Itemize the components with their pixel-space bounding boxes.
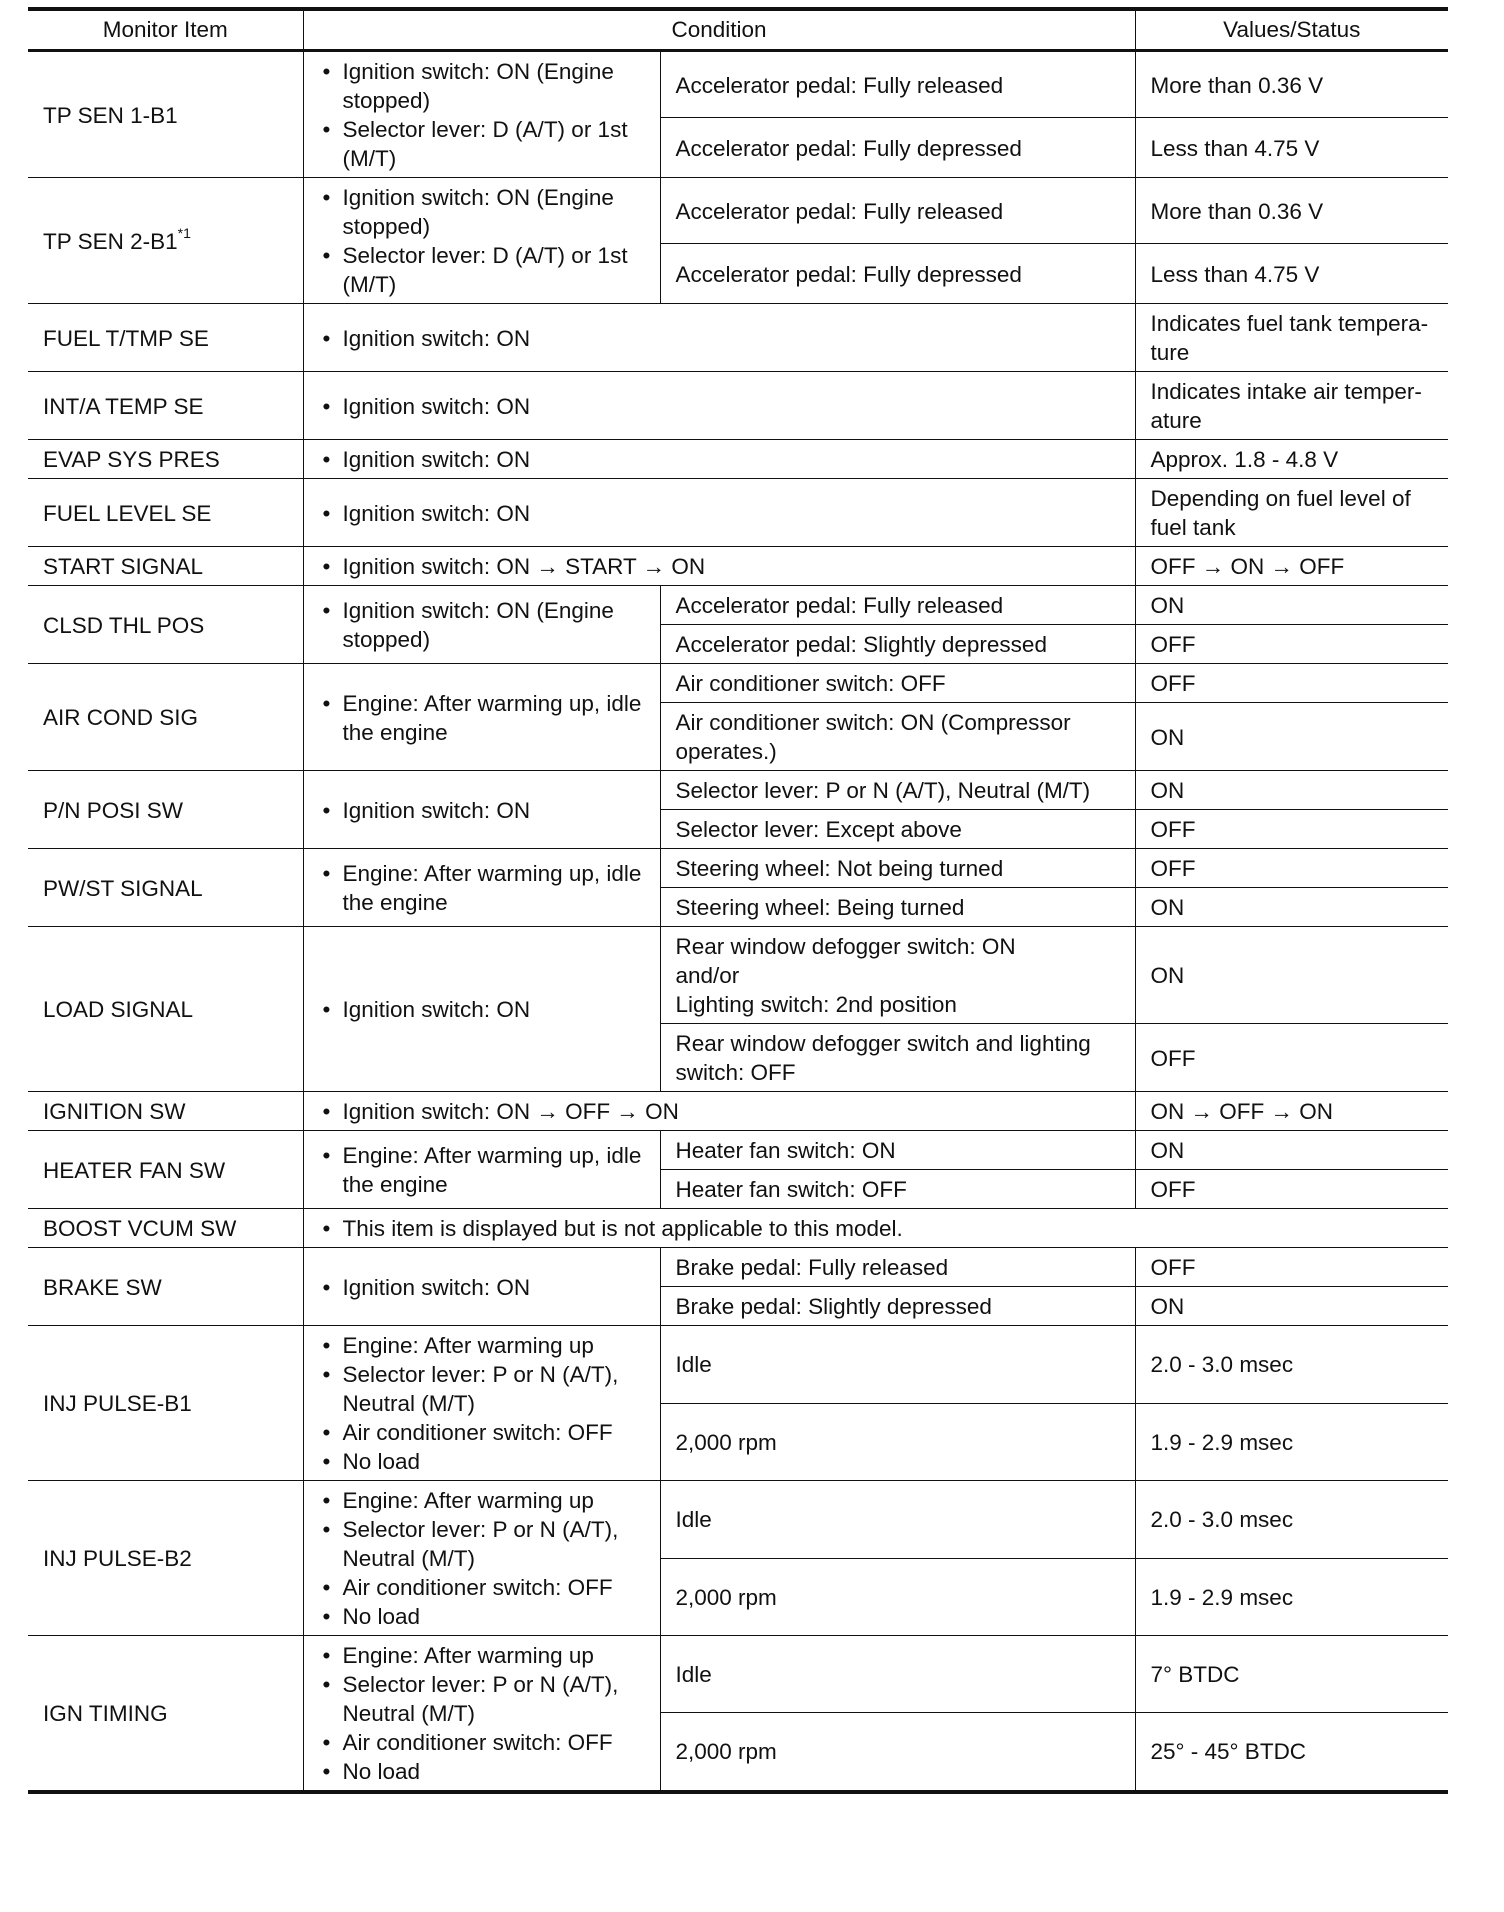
header-values-status: Values/Status (1135, 9, 1448, 51)
condition-cell (303, 547, 1135, 586)
condition-cell (303, 372, 1135, 440)
monitor-item: INJ PULSE-B1 (28, 1326, 303, 1481)
condition-bullet: • Ignition switch: ON (319, 499, 1121, 528)
condition-bullet: • Engine: After warming up, idle the engine (319, 1141, 646, 1199)
header-monitor-item: Monitor Item (28, 9, 303, 51)
table-row (28, 1481, 1448, 1559)
condition-cell (303, 1248, 660, 1326)
sub-condition: Steering wheel: Being turned (660, 888, 1135, 927)
condition-cell (303, 1326, 660, 1481)
table-row (28, 1326, 1448, 1404)
sub-condition-line: Rear window defogger switch: ON (675, 934, 1016, 959)
table-row (28, 372, 1448, 440)
condition-bullet: • Engine: After warming up (319, 1641, 646, 1670)
condition-cell (303, 1481, 660, 1636)
sub-condition: Brake pedal: Slightly depressed (660, 1287, 1135, 1326)
value-cell: OFF (1135, 664, 1448, 703)
value-cell: 2.0 - 3.0 msec (1135, 1481, 1448, 1559)
sub-condition: Air conditioner switch: OFF (660, 664, 1135, 703)
condition-cell (303, 771, 660, 849)
value-cell: ON (1135, 888, 1448, 927)
value-cell: ON (1135, 586, 1448, 625)
condition-bullet: • Ignition switch: ON (319, 796, 646, 825)
condition-cell (303, 440, 1135, 479)
value-cell: OFF (1135, 625, 1448, 664)
table-row (28, 178, 1448, 244)
value-cell: ON → OFF → ON (1135, 1092, 1448, 1131)
sub-condition: Heater fan switch: OFF (660, 1170, 1135, 1209)
sub-condition: Brake pedal: Fully released (660, 1248, 1135, 1287)
table-row (28, 771, 1448, 810)
condition-bullet: • Ignition switch: ON (Engine stopped) (319, 183, 646, 241)
value-cell: Less than 4.75 V (1135, 244, 1448, 304)
monitor-item: IGN TIMING (28, 1636, 303, 1793)
monitor-item: BRAKE SW (28, 1248, 303, 1326)
condition-bullet: • Ignition switch: ON (Engine stopped) (319, 57, 646, 115)
value-cell: OFF → ON → OFF (1135, 547, 1448, 586)
table-row (28, 304, 1448, 372)
value-cell: 1.9 - 2.9 msec (1135, 1403, 1448, 1481)
condition-bullet: • Engine: After warming up, idle the engine (319, 859, 646, 917)
monitor-spec-table (28, 7, 1448, 1794)
condition-cell (303, 1209, 1448, 1248)
value-cell: Indicates intake air temper- ature (1135, 372, 1448, 440)
condition-bullet: • Engine: After warming up (319, 1486, 646, 1515)
condition-bullet: • Air conditioner switch: OFF (319, 1418, 646, 1447)
table-row (28, 479, 1448, 547)
condition-bullet: • Ignition switch: ON → START → ON (319, 552, 1121, 581)
value-cell: Less than 4.75 V (1135, 118, 1448, 178)
value-cell: OFF (1135, 849, 1448, 888)
monitor-item: INT/A TEMP SE (28, 372, 303, 440)
monitor-item: BOOST VCUM SW (28, 1209, 303, 1248)
value-cell: ON (1135, 1131, 1448, 1170)
monitor-item: PW/ST SIGNAL (28, 849, 303, 927)
value-cell: OFF (1135, 810, 1448, 849)
condition-cell (303, 586, 660, 664)
table-row (28, 1131, 1448, 1170)
value-cell: 2.0 - 3.0 msec (1135, 1326, 1448, 1404)
condition-bullet: • No load (319, 1757, 646, 1786)
sub-condition: Accelerator pedal: Fully released (660, 51, 1135, 118)
sub-condition-line: Lighting switch: 2nd position (675, 992, 957, 1017)
condition-bullet: • Ignition switch: ON → OFF → ON (319, 1097, 1121, 1126)
condition-bullet: • Ignition switch: ON (319, 392, 1121, 421)
condition-bullet: • Selector lever: P or N (A/T), Neutral (M/T) (319, 1360, 646, 1418)
sub-condition: Accelerator pedal: Fully released (660, 178, 1135, 244)
sub-condition: Selector lever: Except above (660, 810, 1135, 849)
condition-cell (303, 927, 660, 1092)
value-cell: 25° - 45° BTDC (1135, 1712, 1448, 1792)
value-cell: 1.9 - 2.9 msec (1135, 1558, 1448, 1636)
table-row (28, 664, 1448, 703)
table-row (28, 547, 1448, 586)
condition-bullet: • Selector lever: D (A/T) or 1st (M/T) (319, 241, 646, 299)
sub-condition: Accelerator pedal: Fully depressed (660, 118, 1135, 178)
condition-bullet: • Selector lever: P or N (A/T), Neutral (M/T) (319, 1515, 646, 1573)
sub-condition: 2,000 rpm (660, 1712, 1135, 1792)
monitor-item: AIR COND SIG (28, 664, 303, 771)
value-cell: More than 0.36 V (1135, 51, 1448, 118)
condition-cell (303, 1131, 660, 1209)
sub-condition: Steering wheel: Not being turned (660, 849, 1135, 888)
value-cell: 7° BTDC (1135, 1636, 1448, 1713)
sub-condition (660, 927, 1135, 1024)
table-row (28, 927, 1448, 1024)
table-row (28, 586, 1448, 625)
sub-condition: 2,000 rpm (660, 1403, 1135, 1481)
sub-condition: Idle (660, 1481, 1135, 1559)
monitor-item: TP SEN 1-B1 (28, 51, 303, 178)
value-cell: OFF (1135, 1024, 1448, 1092)
value-cell: Depending on fuel level of fuel tank (1135, 479, 1448, 547)
condition-bullet: • No load (319, 1602, 646, 1631)
condition-cell (303, 178, 660, 304)
monitor-item (28, 178, 303, 304)
header-condition: Condition (303, 9, 1135, 51)
table-row (28, 1636, 1448, 1713)
table-row (28, 51, 1448, 118)
table-row (28, 849, 1448, 888)
monitor-item: LOAD SIGNAL (28, 927, 303, 1092)
condition-bullet: • Ignition switch: ON (Engine stopped) (319, 596, 646, 654)
sub-condition: Heater fan switch: ON (660, 1131, 1135, 1170)
sub-condition: Accelerator pedal: Fully depressed (660, 244, 1135, 304)
condition-cell (303, 479, 1135, 547)
sub-condition: 2,000 rpm (660, 1558, 1135, 1636)
value-cell: Approx. 1.8 - 4.8 V (1135, 440, 1448, 479)
condition-bullet: • This item is displayed but is not applicable to this model. (319, 1214, 1435, 1243)
condition-cell (303, 51, 660, 178)
monitor-item: IGNITION SW (28, 1092, 303, 1131)
monitor-item: FUEL T/TMP SE (28, 304, 303, 372)
condition-bullet: • Air conditioner switch: OFF (319, 1728, 646, 1757)
value-cell: ON (1135, 927, 1448, 1024)
monitor-item-label: TP SEN 2-B1 (43, 228, 178, 254)
sub-condition: Air conditioner switch: ON (Compressor operates.) (660, 703, 1135, 771)
condition-bullet: • Air conditioner switch: OFF (319, 1573, 646, 1602)
value-cell: ON (1135, 703, 1448, 771)
table-row (28, 440, 1448, 479)
condition-bullet: • Engine: After warming up, idle the engine (319, 689, 646, 747)
condition-cell (303, 1092, 1135, 1131)
value-cell: ON (1135, 771, 1448, 810)
condition-cell (303, 1636, 660, 1793)
sub-condition: Rear window defogger switch and lighting switch: OFF (660, 1024, 1135, 1092)
monitor-item: START SIGNAL (28, 547, 303, 586)
condition-cell (303, 664, 660, 771)
monitor-item: HEATER FAN SW (28, 1131, 303, 1209)
condition-bullet: • Ignition switch: ON (319, 324, 1121, 353)
sub-condition: Idle (660, 1636, 1135, 1713)
value-cell: Indicates fuel tank tempera- ture (1135, 304, 1448, 372)
table-row (28, 1092, 1448, 1131)
condition-bullet: • Ignition switch: ON (319, 445, 1121, 474)
monitor-item: INJ PULSE-B2 (28, 1481, 303, 1636)
table-row (28, 1248, 1448, 1287)
header-row (28, 9, 1448, 51)
sub-condition: Selector lever: P or N (A/T), Neutral (M/T) (660, 771, 1135, 810)
condition-cell (303, 304, 1135, 372)
sub-condition: Accelerator pedal: Fully released (660, 586, 1135, 625)
footnote-marker: *1 (177, 225, 191, 241)
monitor-item: FUEL LEVEL SE (28, 479, 303, 547)
condition-bullet: • Ignition switch: ON (319, 995, 646, 1024)
condition-bullet: • Selector lever: D (A/T) or 1st (M/T) (319, 115, 646, 173)
table-row (28, 1209, 1448, 1248)
condition-bullet: • Selector lever: P or N (A/T), Neutral (M/T) (319, 1670, 646, 1728)
value-cell: OFF (1135, 1170, 1448, 1209)
monitor-item: CLSD THL POS (28, 586, 303, 664)
condition-cell (303, 849, 660, 927)
monitor-item: P/N POSI SW (28, 771, 303, 849)
condition-bullet: • Ignition switch: ON (319, 1273, 646, 1302)
sub-condition-line: and/or (675, 963, 740, 988)
sub-condition: Idle (660, 1326, 1135, 1404)
value-cell: ON (1135, 1287, 1448, 1326)
condition-bullet: • No load (319, 1447, 646, 1476)
value-cell: More than 0.36 V (1135, 178, 1448, 244)
condition-bullet: • Engine: After warming up (319, 1331, 646, 1360)
monitor-item: EVAP SYS PRES (28, 440, 303, 479)
sub-condition: Accelerator pedal: Slightly depressed (660, 625, 1135, 664)
value-cell: OFF (1135, 1248, 1448, 1287)
